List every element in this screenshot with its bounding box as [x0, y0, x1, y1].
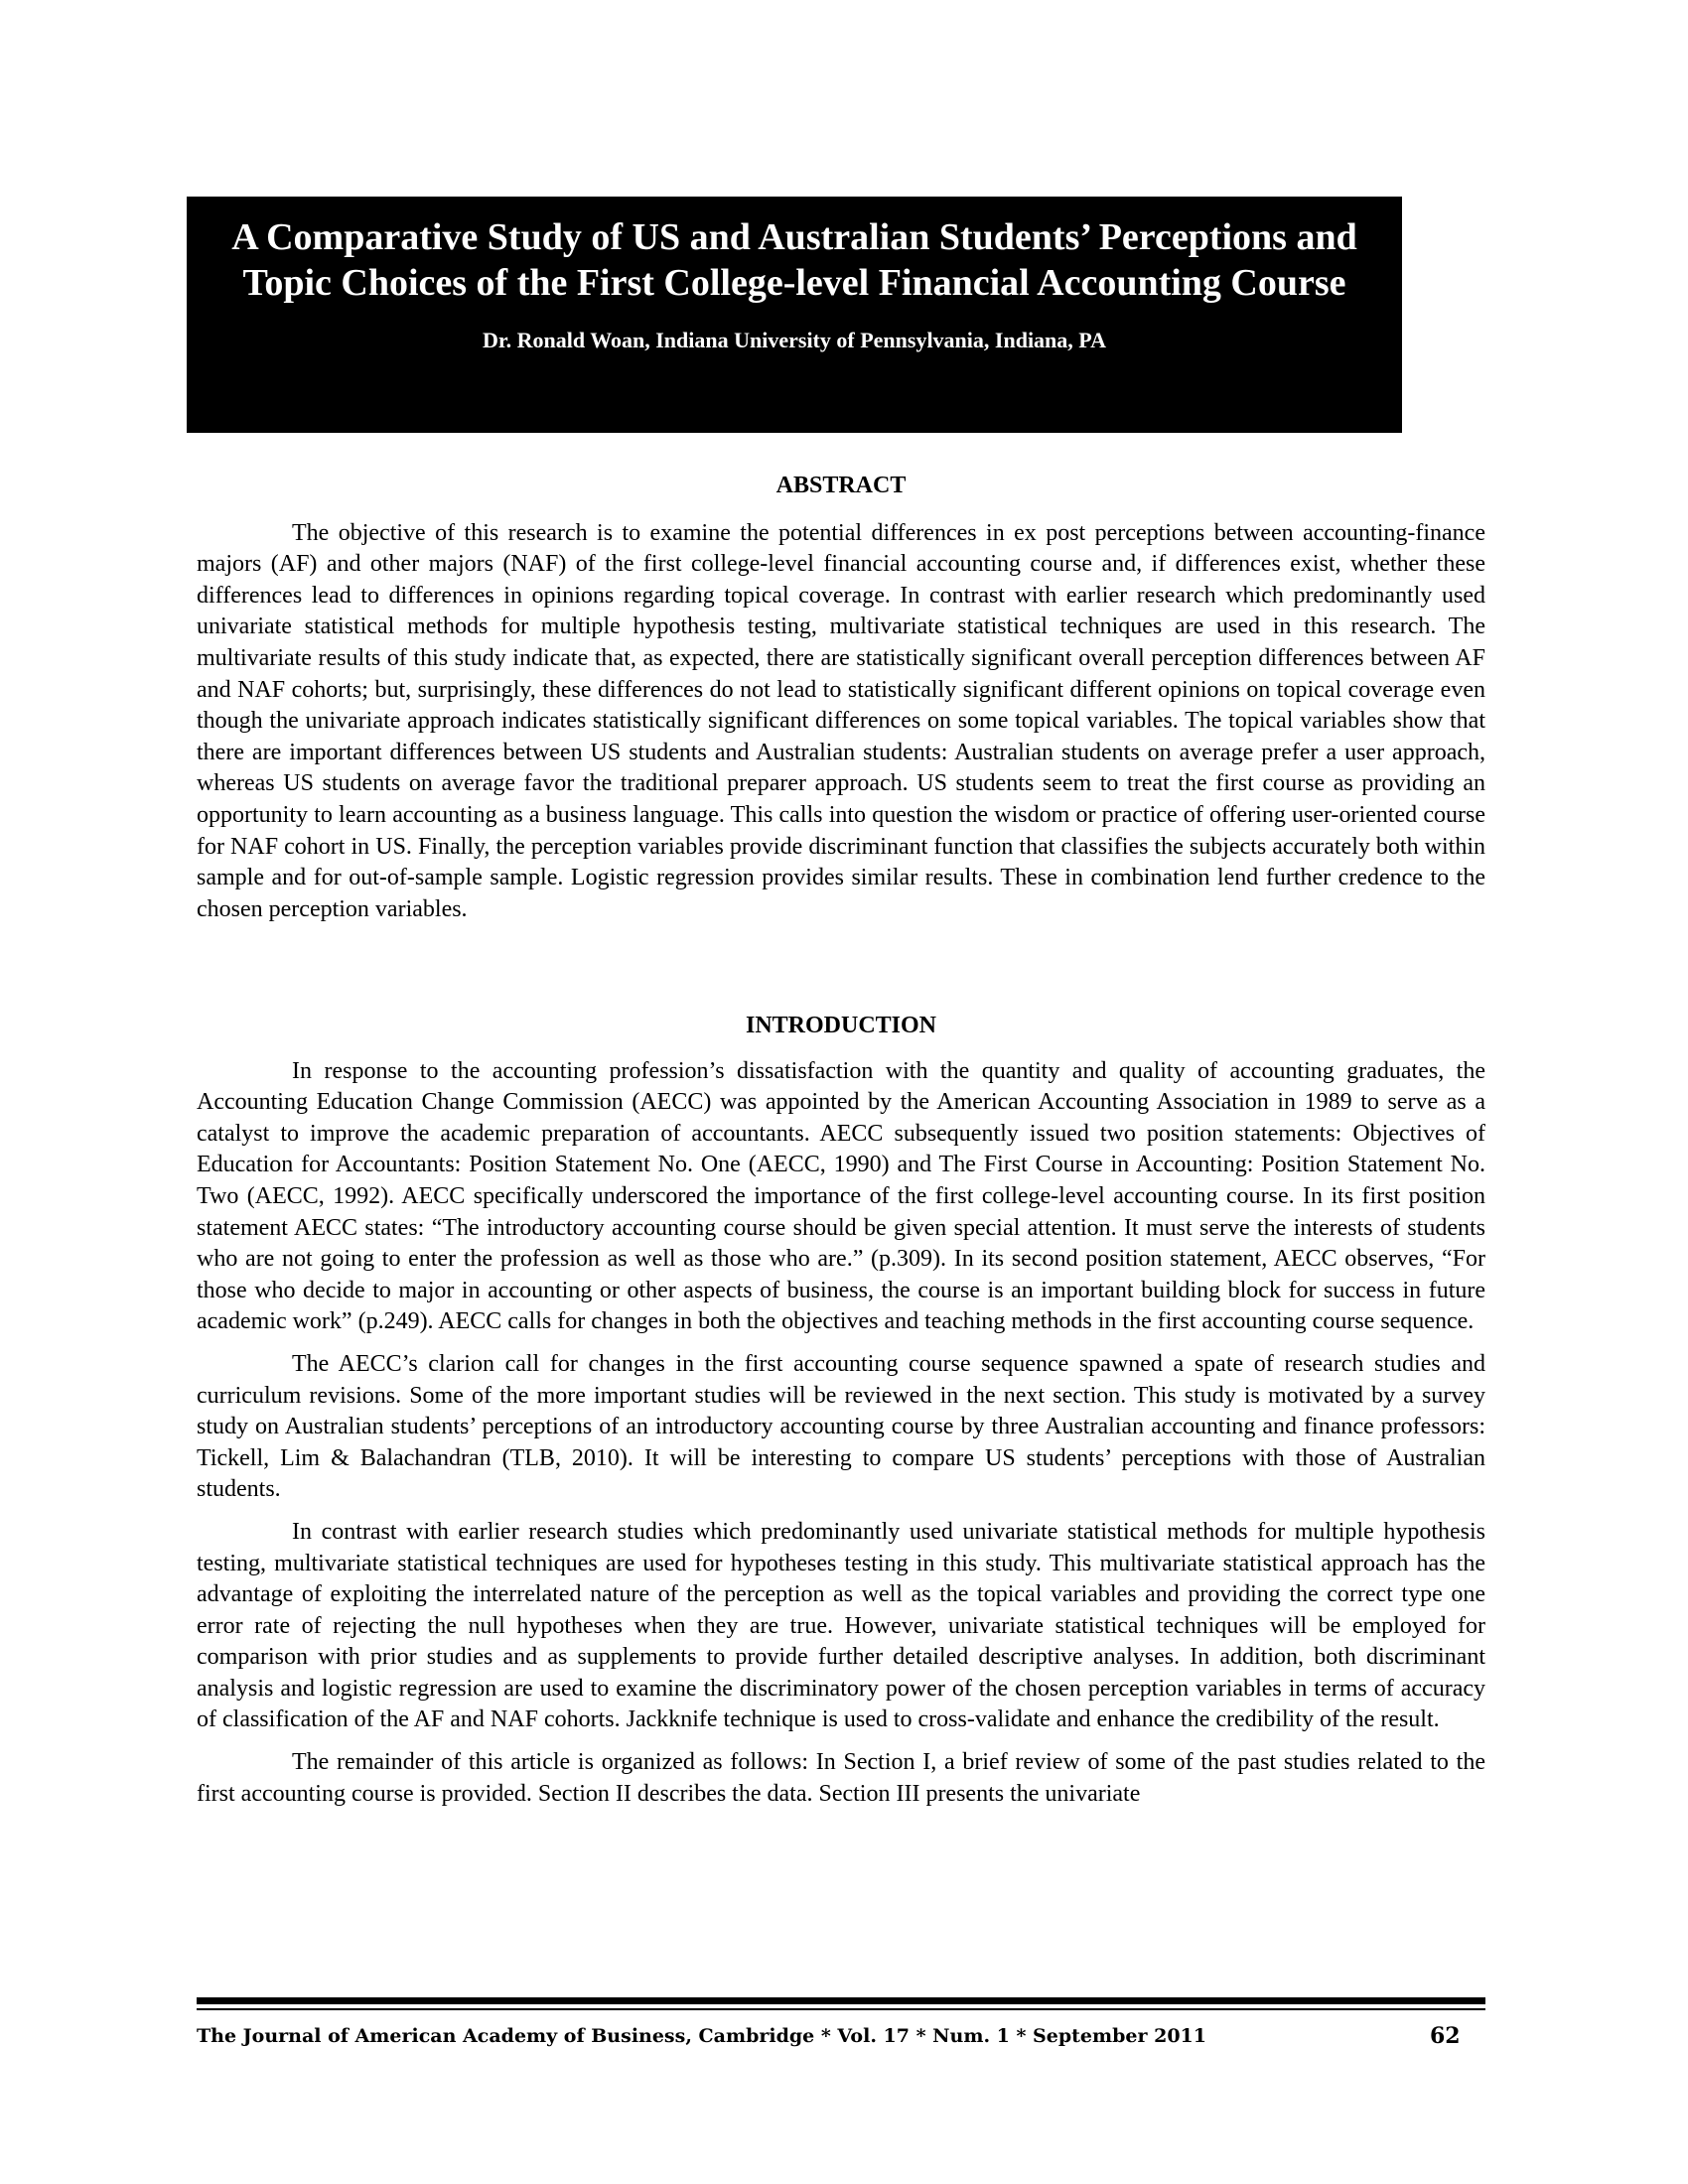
intro-paragraph-1: In response to the accounting profession’s dissatisfaction with the quantity and quality of accounting graduates, the Accounting Education Change Commission (AECC) was appointed by the American Accounting Association in 1989 to serve as a catalyst to improve the academic preparation of accountants. AECC subsequently issued two position statements: Objectives of Education for Accountants: Position Statement No. One (AECC, 1990) and The First Course in Accounting: Position Statement No. Two (AECC, 1992). AECC specifically underscored the importance of the first college-level accounting course. In its first position statement AECC states: “The introductory accounting course should be given special attention. It must serve the interests of students who are not going to enter the profession as well as those who are.” (p.309). In its second position statement, AECC observes, “For those who decide to major in accounting or other aspects of business, the course is an important building block for success in future academic work” (p.249). AECC calls for changes in both the objectives and teaching methods in the first accounting course sequence. [197, 1057, 1485, 1335]
introduction-heading: INTRODUCTION [745, 1013, 937, 1038]
footer-rule-thin [197, 2008, 1485, 2010]
introduction-section [197, 1011, 1485, 1810]
paper-title: A Comparative Study of US and Australian Students’ Perceptions and Topic Choices of the First College-level Financial Accounting Course [231, 216, 1357, 304]
footer-journal-citation: The Journal of American Academy of Business, Cambridge * Vol. 17 * Num. 1 * September 2011 [197, 2025, 1207, 2047]
abstract-text: The objective of this research is to examine the potential differences in ex post perceptions between accounting-finance majors (AF) and other majors (NAF) of the first college-level financial accounting course and, if differences exist, whether these differences lead to differences in opinions regarding topical coverage. In contrast with earlier research which predominantly used univariate statistical methods for multiple hypothesis testing, multivariate statistical techniques are used in this research. The multivariate results of this study indicate that, as expected, there are statistically significant overall perception differences between AF and NAF cohorts; but, surprisingly, these differences do not lead to statistically significant different opinions on topical coverage even though the univariate approach indicates statistically significant differences on some topical variables. The topical variables show that there are important differences between US students and Australian students: Australian students on average prefer a user approach, whereas US students on average favor the traditional preparer approach. US students seem to treat the first course as providing an opportunity to learn accounting as a business language. This calls into question the wisdom or practice of offering user-oriented course for NAF cohort in US. Finally, the perception variables provide discriminant function that classifies the subjects accurately both within sample and for out-of-sample sample. Logistic regression provides similar results. These in combination lend further credence to the chosen perception variables. [197, 519, 1485, 922]
title-banner [187, 197, 1402, 433]
intro-paragraph-4: The remainder of this article is organized as follows: In Section I, a brief review of some of the past studies related to the first accounting course is provided. Section II describes the data. Section III presents the univariate [197, 1749, 1485, 1807]
footer-rule-thick [197, 1997, 1485, 2004]
intro-paragraph-2: The AECC’s clarion call for changes in the first accounting course sequence spawned a spate of research studies and curriculum revisions. Some of the more important studies will be reviewed in the next section. This study is motivated by a survey study on Australian students’ perceptions of an introductory accounting course by three Australian accounting and finance professors: Tickell, Lim & Balachandran (TLB, 2010). It will be interesting to compare US students’ perceptions with those of Australian students. [197, 1350, 1485, 1503]
abstract-section [197, 471, 1485, 925]
abstract-heading: ABSTRACT [775, 473, 907, 498]
author-line: Dr. Ronald Woan, Indiana University of Pennsylvania, Indiana, PA [483, 328, 1106, 352]
intro-paragraph-3: In contrast with earlier research studies which predominantly used univariate statistical methods for multiple hypothesis testing, multivariate statistical techniques are used for hypotheses testing in this study. This multivariate statistical approach has the advantage of exploiting the interrelated nature of the perception as well as the topical variables and providing the correct type one error rate of rejecting the null hypotheses when they are true. However, univariate statistical techniques will be employed for comparison with prior studies and as supplements to provide further detailed descriptive analyses. In addition, both discriminant analysis and logistic regression are used to examine the discriminatory power of the chosen perception variables in terms of accuracy of classification of the AF and NAF cohorts. Jackknife technique is used to cross-validate and enhance the credibility of the result. [197, 1518, 1485, 1733]
page-number: 62 [1430, 2023, 1461, 2049]
